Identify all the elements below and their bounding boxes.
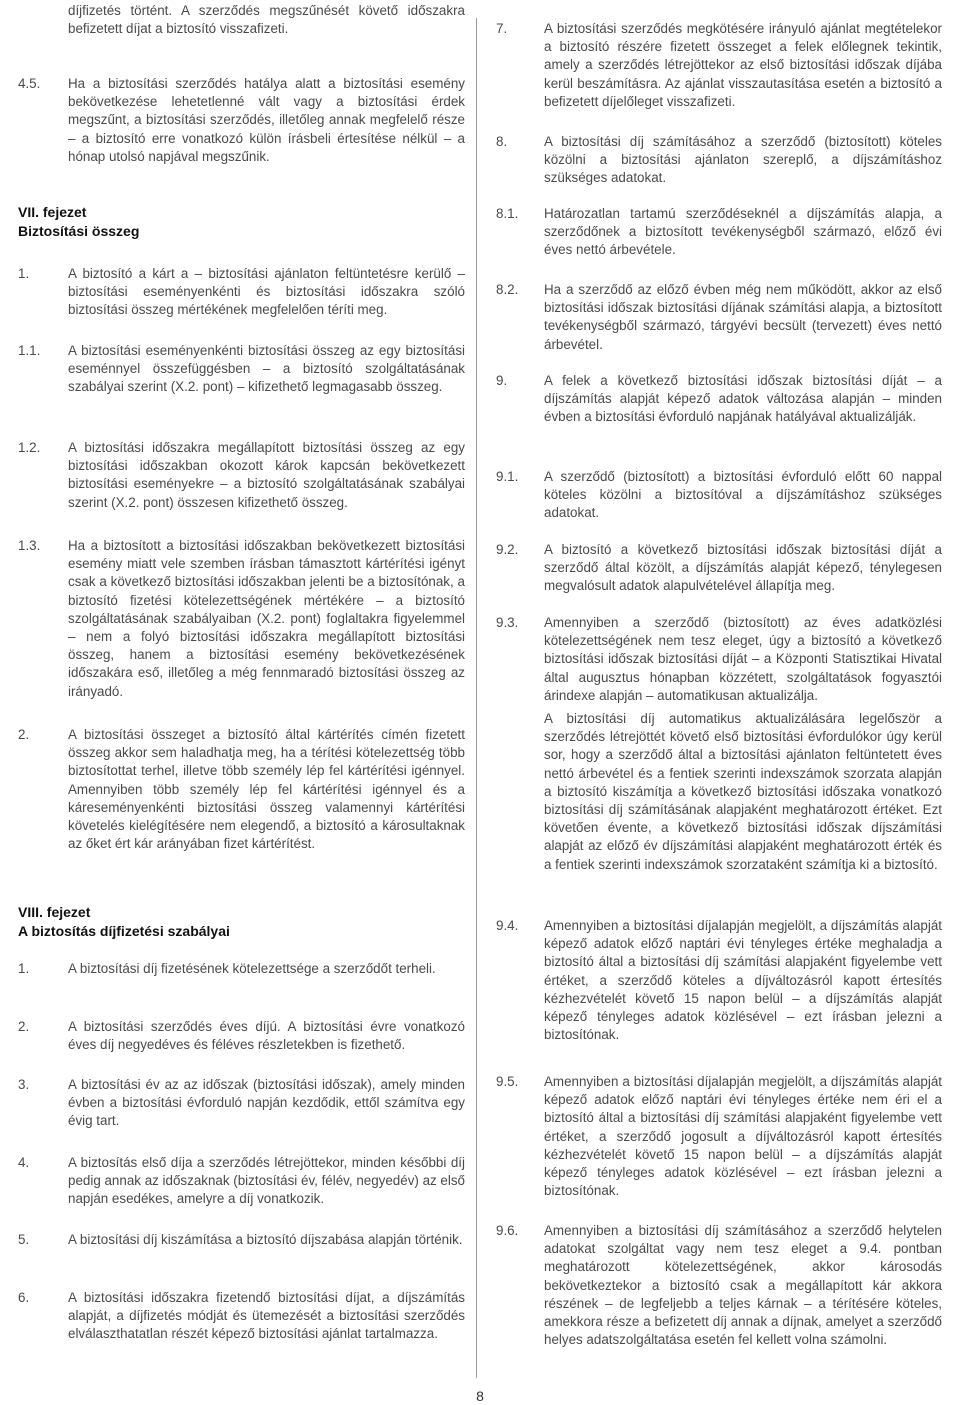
paragraph-number: 9.4. [496, 918, 519, 933]
paragraph-viii-9-3-continuation [496, 710, 942, 874]
paragraph-viii-9-1 [496, 468, 942, 523]
paragraph-text: A biztosítási díj számításához a szerződő (biztosított) köteles közölni a biztosítási ajánlaton szereplő, a díjszámításhoz szükséges adatokat. [544, 134, 942, 186]
paragraph-number: 4.5. [18, 76, 41, 91]
paragraph-text: A biztosítási díj kiszámítása a biztosító díjszabása alapján történik. [68, 1232, 463, 1247]
paragraph-text: A biztosítási díj fizetésének kötelezettsége a szerződőt terheli. [68, 961, 436, 976]
paragraph-number: 1. [18, 266, 30, 281]
chapter-heading-vii [18, 203, 139, 241]
paragraph-viii-6 [18, 1289, 465, 1344]
paragraph-viii-9-5 [496, 1073, 942, 1200]
paragraph-viii-5 [18, 1231, 465, 1249]
paragraph-text: A biztosítási időszakra fizetendő biztosítási díjat, a díjszámítás alapját, a díjfizetés módját és ütemezését a biztosítási szerződés elválaszthatatlan részét képező biztosítási ajánlat tartalmazza. [68, 1290, 465, 1342]
paragraph-text: Ha a biztosítási szerződés hatálya alatt a biztosítási esemény bekövetkezése lehetetlenné vált vagy a biztosítási érdek megszűnt, a biztosítási szerződés, illetőleg annak megfelelő része – a biztosító erre vonatkozó külön írásbeli értesítése nélkül – a hónap utolsó napjával megszűnik. [68, 76, 465, 164]
paragraph-viii-8-1 [496, 205, 942, 260]
paragraph-number: 6. [18, 1290, 30, 1305]
paragraph-text: Amennyiben a biztosítási díj számításához a szerződő helytelen adatokat szolgáltat vagy nem tesz eleget a 9.4. pontban meghatározott kötelezettségének, akkor károsodás bekövetkeztekor a biztosító csak a megállapított kár akkora részének – de legfeljebb a teljes kárnak – a térítésére köteles, amekkora része a befizetett díj annak a díjnak, amelyet a szerződő helyes adatszolgáltatása esetén fel kellett volna számolni. [544, 1223, 942, 1348]
paragraph-viii-3 [18, 1076, 465, 1131]
paragraph-number: 9.6. [496, 1223, 519, 1238]
chapter-subtitle: A biztosítás díjfizetési szabályai [18, 923, 230, 939]
paragraph-text: A biztosító a kárt a – biztosítási ajánlaton feltüntetésre kerülő – biztosítási eseményenkénti és biztosítási időszakra szóló biztosítási összeg mértékének megfelelően téríti meg. [68, 266, 465, 318]
paragraph-text: A biztosítási díj automatikus aktualizálására legelőször a szerződés létrejöttét követő első biztosítási évfordulókor úgy kerül sor, hogy a szerződő által a biztosítási ajánlaton feltüntetett éves nettó árbevétel és a fentiek szerinti indexszámok szorzata alapján a biztosító kiszámítja a következő biztosítási időszaka vonatkozó biztosítási díj számításának alapjaként meghatározott értéket. Ezt követően évente, a következő biztosítási időszak díjszámítási alapját az előző év díjszámítási alapjaként meghatározott érték és a fentiek szerinti indexszámok szorzataként számítja ki a biztosító. [544, 711, 942, 872]
paragraph-viii-8 [496, 133, 942, 188]
paragraph-continuation [18, 2, 465, 38]
column-divider [476, 18, 477, 1378]
paragraph-text: Amennyiben a szerződő (biztosított) az éves adatközlési kötelezettségének nem tesz eleget, úgy a biztosító a következő biztosítási időszak biztosítási díját – a Központi Statisztikai Hivatal által augusztus hónapban közzétett, szolgáltatások fogyasztói árindexe alapján – automatikusan aktualizálja. [544, 615, 942, 703]
chapter-subtitle: Biztosítási összeg [18, 223, 140, 239]
page-number: 8 [476, 1388, 484, 1404]
paragraph-text: Amennyiben a biztosítási díjalapján megjelölt, a díjszámítás alapját képező adatok előző naptári évi tényleges értéke meghaladja a biztosító által a biztosítási díj számítási alapjaként figyelembe vett értéket, a szerződő köteles a díjváltozásról kapott értesítés kézhezvételét követő 15 napon belül – a díjszámítás alapját képező tényleges adatok közlésével – ezt írásban jelezni a biztosítónak. [544, 918, 942, 1043]
paragraph-number: 9.2. [496, 542, 519, 557]
chapter-title: VII. fejezet [18, 204, 87, 220]
paragraph-viii-8-2 [496, 281, 942, 354]
paragraph-4-5 [18, 75, 465, 166]
paragraph-viii-1 [18, 960, 465, 978]
paragraph-number: 1.2. [18, 440, 41, 455]
paragraph-number: 9. [496, 373, 508, 388]
paragraph-number: 3. [18, 1077, 30, 1092]
paragraph-number: 1.1. [18, 343, 41, 358]
paragraph-viii-2 [18, 1018, 465, 1054]
paragraph-text: A szerződő (biztosított) a biztosítási évforduló előtt 60 nappal köteles közölni a biztosítóval a díjszámításhoz szükséges adatokat. [544, 469, 942, 521]
paragraph-text: Határozatlan tartamú szerződéseknél a díjszámítás alapja, a szerződőnek a biztosított tevékenységből származó, előző évi éves nettó árbevétele. [544, 206, 942, 258]
paragraph-text: A biztosítás első díja a szerződés létrejöttekor, minden későbbi díj pedig annak az időszaknak (biztosítási év, félév, negyedév) az első napján esedékes, amelyre a díj vonatkozik. [68, 1155, 465, 1207]
paragraph-viii-9-4 [496, 917, 942, 1044]
paragraph-number: 8. [496, 134, 508, 149]
paragraph-text: A biztosítási szerződés megkötésére irányuló ajánlat megtételekor a biztosító részére fizetett összeget a felek előlegnek tekintik, amely a szerződés létrejöttekor az első biztosítási időszak díjába kerül beszámításra. Az ajánlat visszautasítása esetén a biztosító a befizetett díjelőleget visszafizeti. [544, 21, 942, 109]
paragraph-text: Ha a biztosított a biztosítási időszakban bekövetkezett biztosítási esemény miatt vele szemben írásban támasztott kártérítési igényt csak a következő biztosítási időszakban jelenti be a biztosítónak, a biztosító fizetési kötelezettségének mértékére – a biztosító szolgáltatásának szabályaiban (X.2. pont) foglaltakra figyelemmel – nem a folyó biztosítási időszakra megállapított biztosítási összeg, hanem a biztosítási esemény bekövetkezésének időszakára eső, illetőleg a még fennmaradó biztosítási összeg az irányadó. [68, 538, 465, 699]
paragraph-number: 8.1. [496, 206, 519, 221]
paragraph-number: 1. [18, 961, 30, 976]
paragraph-text: Ha a szerződő az előző évben még nem működött, akkor az első biztosítási időszak biztosítási díjának számítási alapja, a biztosított tevékenységből származó, tárgyévi becsült (tervezett) éves nettó árbevétel. [544, 282, 942, 352]
paragraph-viii-7 [496, 20, 942, 111]
paragraph-number: 9.1. [496, 469, 519, 484]
paragraph-vii-1 [18, 265, 465, 320]
paragraph-number: 4. [18, 1155, 30, 1170]
paragraph-number: 9.5. [496, 1074, 519, 1089]
paragraph-text: A felek a következő biztosítási időszak biztosítási díját – a díjszámítás alapját képező adatok változása alapján – minden évben a biztosítási évforduló napjának hatályával aktualizálják. [544, 373, 942, 425]
paragraph-number: 8.2. [496, 282, 519, 297]
paragraph-text: Amennyiben a biztosítási díjalapján megjelölt, a díjszámítás alapját képező adatok előző naptári évi tényleges értéke nem éri el a biztosító által a biztosítási díj számítási alapjaként figyelembe vett értéket, a szerződő jogosult a díjváltozásról kapott értesítés kézhezvételét követő 15 napon belül – a díjszámítás alapját képező tényleges adatok közlésével – ezt írásban jelezni a biztosítónak. [544, 1074, 942, 1199]
chapter-heading-viii [18, 903, 230, 941]
paragraph-text: A biztosítási eseményenkénti biztosítási összeg az egy biztosítási eseménnyel összefüggésben – a biztosító szolgáltatásának szabályai szerint (X.2. pont) – kifizethető legmagasabb összeg. [68, 343, 465, 395]
paragraph-vii-1-3 [18, 537, 465, 701]
paragraph-viii-9 [496, 372, 942, 427]
paragraph-vii-2 [18, 726, 465, 853]
paragraph-viii-9-6 [496, 1222, 942, 1349]
paragraph-number: 1.3. [18, 538, 41, 553]
paragraph-text: A biztosító a következő biztosítási időszak biztosítási díját a szerződő által közölt, a díjszámítás alapját képező, ténylegesen megvalósult adatok alapulvételével állapítja meg. [544, 542, 942, 594]
paragraph-number: 9.3. [496, 615, 519, 630]
paragraph-number: 2. [18, 1019, 30, 1034]
paragraph-text: A biztosítási időszakra megállapított biztosítási összeg az egy biztosítási időszakban okozott károk kapcsán bekövetkezett biztosítási eseményekre – a biztosító szolgáltatásának szabályai szerint (X.2. pont) összesen kifizethető összeg. [68, 440, 465, 510]
paragraph-viii-9-2 [496, 541, 942, 596]
paragraph-vii-1-2 [18, 439, 465, 512]
paragraph-text: A biztosítási szerződés éves díjú. A biztosítási évre vonatkozó éves díj negyedéves és féléves részletekben is fizethető. [68, 1019, 465, 1053]
paragraph-text: A biztosítási összeget a biztosító által kártérítés címén fizetett összeg akkor sem haladhatja meg, ha a térítési kötelezettség több biztosítottat terhel, illetve több személy lép fel kártérítési igénnyel. Amennyiben több személy lép fel kártérítési igénnyel és a káreseményenkénti biztosítási összeg valamennyi kártérítési követelés kielégítésére nem elegendő, a biztosító a károsultaknak az őket ért kár arányában fizet kártérítést. [68, 727, 465, 852]
paragraph-number: 7. [496, 21, 508, 36]
paragraph-number: 2. [18, 727, 30, 742]
paragraph-viii-4 [18, 1154, 465, 1209]
paragraph-vii-1-1 [18, 342, 465, 397]
paragraph-text: díjfizetés történt. A szerződés megszűnését követő időszakra befizetett díjat a biztosító visszafizeti. [68, 3, 465, 37]
paragraph-number: 5. [18, 1232, 30, 1247]
paragraph-text: A biztosítási év az az időszak (biztosítási időszak), amely minden évben a biztosítási évforduló napján kezdődik, ettől számítva egy évig tart. [68, 1077, 465, 1129]
paragraph-viii-9-3 [496, 614, 942, 705]
chapter-title: VIII. fejezet [18, 904, 91, 920]
